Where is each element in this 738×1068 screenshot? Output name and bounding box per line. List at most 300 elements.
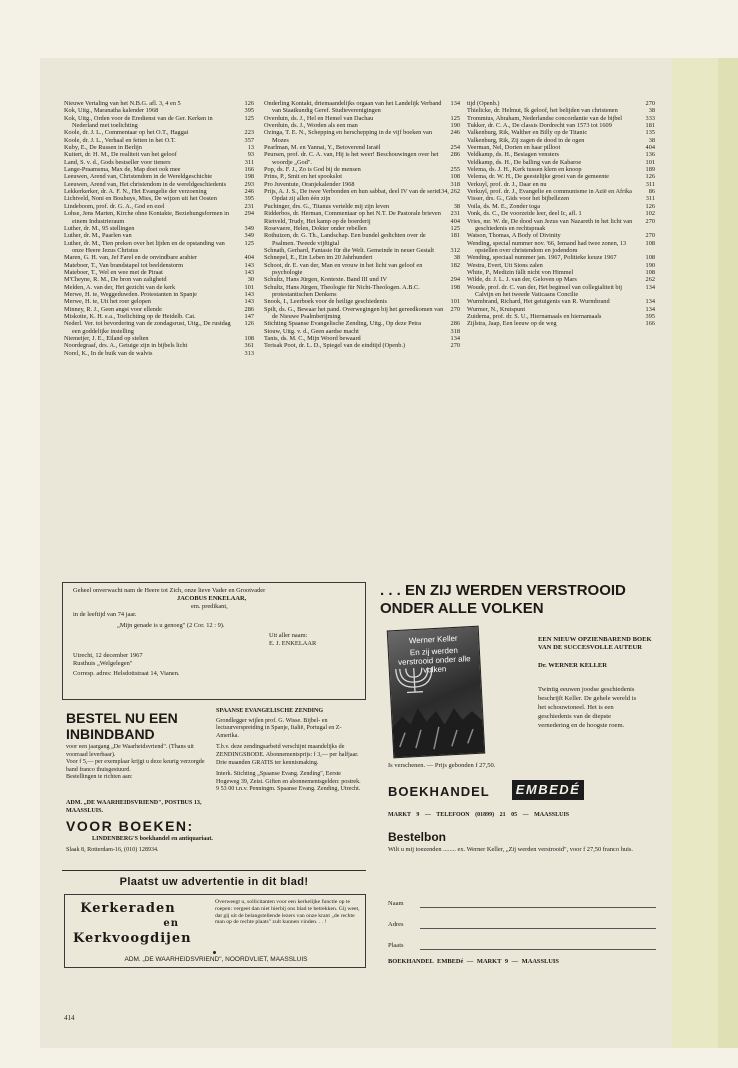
inbindband-body-2: Voor f 5,— per exemplaar krijgt u deze keurig verzorgde band franco thuisgestuurd. [66, 759, 205, 773]
obituary-quote: „Mijn genade is u genoeg" (2 Cor. 12 : 9). [117, 622, 225, 629]
index-entry-page: 13 [247, 144, 254, 152]
index-entry-page: 404 [244, 254, 254, 262]
index-entry [467, 195, 655, 202]
index-entry [264, 173, 460, 180]
index-entry-page: 143 [244, 298, 254, 306]
index-entry-title: Nederl. Ver. tot bevordering van de zondagsrust, Uitg., De rustdag een goddelijke instelling [64, 320, 231, 335]
index-entry-page: 108 [244, 335, 254, 342]
index-entry-title: Vries, mr. W. de, De dood van Jezus van Nazareth in het licht van geschiedenis en rechtspraak [467, 217, 633, 232]
index-entry-title: Merwe, H. te, Uit het roer gelopen [64, 298, 151, 306]
index-entry [467, 210, 655, 217]
index-entry-page: 166 [244, 166, 254, 174]
index-entry [64, 151, 254, 158]
index-entry-page: 312 [450, 246, 460, 254]
index-entry [264, 166, 460, 173]
index-entry [467, 107, 655, 114]
index-entry [264, 218, 460, 225]
index-entry-title: Mateboer, T., Wel en wee met de Piraat [64, 268, 163, 276]
index-entry [264, 129, 460, 144]
menorah-icon [393, 661, 435, 697]
index-entry-page: 255 [450, 166, 460, 174]
kerkvoogdijen-word: Kerkvoogdijen [73, 931, 192, 946]
index-entry [264, 188, 460, 203]
index-entry-title: Valkenburg, Rik, Zij zagen de dood in de ogen [467, 136, 585, 144]
index-entry-page: 311 [244, 158, 254, 166]
index-entry-title: Wurmbrand, Richard, Het getuigenis van R. Wurmbrand [467, 298, 610, 306]
index-entry [467, 313, 655, 320]
index-entry-page: 349 [244, 232, 254, 240]
index-entry [467, 276, 655, 283]
keller-author: Dr. WERNER KELLER [538, 662, 608, 669]
index-entry [467, 151, 655, 158]
index-entry-title: Rothuizen, dr. G. Th., Landschap. Een bundel gedichten over de Psalmen. Tweede vijftigtal [264, 232, 426, 247]
index-entry [64, 137, 254, 144]
index-entry-title: Rosevaere, Helen, Dokter onder rebellen [264, 224, 367, 232]
index-entry [64, 291, 254, 298]
index-entry-page: 294 [450, 276, 460, 284]
voor-boeken-headline: VOOR BOEKEN: [66, 818, 194, 834]
index-entry-page: 125 [244, 239, 254, 247]
index-entry-page: 125 [244, 114, 254, 122]
index-entry-page: 223 [244, 129, 254, 137]
inbindband-body: voor een jaargang „De Waarheidsvriend". (Thans uit voorraad leverbaar). [66, 744, 194, 758]
index-entry-title: tijd (Openb.) [467, 100, 500, 107]
index-entry-title: Schultz, Hans Jürgen, Theologie für Nicht-Theologen. A.B.C. protestantischen Denkens [264, 283, 420, 298]
plaats-field-label: Plaats [388, 942, 404, 949]
index-entry-title: Lange-Praamsma, Max de, Map doet ook mee [64, 166, 181, 174]
index-entry-page: 318 [450, 180, 460, 188]
index-entry [467, 306, 655, 313]
index-entry-title: Koole, dr. J. L., Verhaal en feiten in het O.T. [64, 136, 176, 144]
voor-boeken-shop: LINDENBERG'S boekhandel en antiquariaat. [92, 836, 213, 842]
shop-logo: EMBEDÉ [512, 780, 584, 800]
index-entry [64, 232, 254, 239]
index-entry [64, 335, 254, 342]
shop-label: BOEKHANDEL [388, 784, 490, 799]
index-entry-page: 294 [244, 210, 254, 218]
index-entry-page: 262 [645, 276, 655, 284]
index-entry [64, 254, 254, 261]
index-entry-page: 357 [244, 136, 254, 144]
index-entry-title: Lindeboom, prof. dr. G. A., God en ezel [64, 202, 165, 210]
index-entry-page: 38 [453, 202, 460, 210]
index-entry-title: Zijlstra, Jaap, Een leeuw op de weg [467, 320, 557, 328]
index-entry-page: 189 [645, 166, 655, 174]
index-entry-title: Tanis, ds. M. C., Mijn Woord bewaard [264, 335, 361, 342]
keller-price: Is verschenen. — Prijs gebonden f 27,50. [388, 762, 496, 769]
index-entry-page: 108 [645, 239, 655, 247]
index-entry-page: 38 [453, 254, 460, 262]
index-entry [467, 122, 655, 129]
obituary-notice [62, 582, 366, 700]
index-entry-title: Wending, special nummer nov. '66, Iemand had twee zonen, 13 opstellen over christendom en jodendom [467, 239, 627, 254]
index-entry-page: 198 [450, 283, 460, 291]
index-entry-page: 404 [645, 144, 655, 152]
index-entry [64, 129, 254, 136]
index-entry-title: Overduin, ds. J., Hel en Hemel van Dachau [264, 114, 374, 122]
index-entry-page: 181 [450, 232, 460, 240]
index-entry [64, 262, 254, 269]
index-entry-title: Wurmer, N., Kruispunt [467, 305, 526, 313]
obituary-age: in de leeftijd van 74 jaar. [73, 611, 137, 618]
index-entry-title: Ozinga, T. E. N., Schepping en herschepping in de vijf boeken van Mozes [264, 129, 432, 144]
adres-field-line[interactable] [420, 928, 656, 929]
index-entry-title: Kok, Uitg., Orden voor de Eredienst van de Ger. Kerken in Nederland met toelichting [64, 114, 213, 130]
index-entry-page: 135 [645, 129, 655, 137]
index-entry-page: 395 [244, 107, 254, 115]
index-entry-page: 93 [247, 151, 254, 159]
index-entry-page: 108 [645, 254, 655, 262]
index-entry-title: Luther, dr. M., 95 stellingen [64, 224, 135, 232]
index-entry-title: Luther, dr. M., Tien preken over het lijden en de opstanding van onze Heere Jezus Christus [64, 239, 225, 254]
index-entry [467, 181, 655, 188]
index-entry-page: 108 [645, 268, 655, 276]
index-entry-title: Veldkamp, ds. H., Besiagen vensters [467, 151, 559, 159]
index-entry-title: Westra, Evert, Uit Sions zalen [467, 261, 543, 269]
index-entry [467, 298, 655, 305]
index-entry-title: M'Cheyne, R. M., De bron van zaligheid [64, 276, 167, 284]
index-entry-title: Mateboer, T., Van brandstapel tot beeldenstorm [64, 261, 184, 269]
plaats-field-line[interactable] [420, 949, 656, 950]
index-entry-page: 101 [244, 283, 254, 291]
index-entry-title: Verkuyl, prof. dr. J., Daar en nu [467, 180, 547, 188]
index-entry-title: White, P., Medizin fällt nicht von Himmel [467, 268, 574, 276]
index-entry [467, 284, 655, 299]
index-entry-page: 125 [450, 224, 460, 232]
index-entry-title: Stichting Spaanse Evangelische Zending, Uitg., Op deze Petra [264, 320, 422, 328]
index-entry [64, 173, 254, 180]
index-entry [64, 115, 254, 130]
index-entry-page: 182 [450, 261, 460, 269]
index-entry-title: Prijs, A. J. S., De twee Verbonden en hun sabbat, deel IV van de serie: Opdat zij allen één zijn [264, 188, 441, 203]
book-cover-author: Werner Keller [408, 633, 458, 646]
index-entry [467, 262, 655, 269]
index-entry [64, 240, 254, 255]
spaanse-zending-ad [216, 708, 364, 868]
index-entry-page: 134 [645, 283, 655, 291]
index-entry [467, 173, 655, 180]
page-edge-shadow [718, 58, 738, 1048]
index-entry-title: Wending, speciaal nummer jan. 1967, Politieke keuze 1967 [467, 254, 617, 262]
bestelbon-footer: BOEKHANDEL EMBEDé — MARKT 9 — MAASSLUIS [388, 958, 559, 965]
index-entry-page: 246 [450, 129, 460, 137]
keller-intro: EEN NIEUW OPZIENBAREND BOEK VAN DE SUCCESVOLLE AUTEUR [538, 636, 652, 652]
index-entry [64, 100, 254, 107]
crowd-illustration [391, 693, 484, 758]
index-entry [264, 115, 460, 122]
index-entry [64, 166, 254, 173]
naam-field-label: Naam [388, 900, 404, 907]
spaanse-text-1: Grondlegger wijlen prof. G. Wisse. Bijbel- en lectuurverspreiding in Spanje, Italië, Portugal en Z-Amerika. [216, 717, 342, 739]
index-entry [264, 210, 460, 217]
index-entry-page: 231 [244, 202, 254, 210]
book-cover-title: En zij werden verstrooid onder alle volken [397, 645, 471, 675]
index-entry [467, 137, 655, 144]
spaanse-text-3: Interk. Stichting „Spaanse Evang. Zending", Eerste Hogeweg 39, Zeist. Giften en abonnementsgelden: postrek. 9 53 00 t.n.v. Penningm. Spaanse Evang. Zending, Utrecht. [216, 771, 361, 793]
index-entry-title: Luther, dr. M., Paarlen van [64, 232, 132, 240]
index-entry [264, 254, 460, 261]
index-entry [467, 232, 655, 239]
index-entry [264, 262, 460, 277]
index-entry-page: 134 [450, 100, 460, 107]
index-entry-page: 190 [645, 261, 655, 269]
index-entry-page: 181 [645, 122, 655, 130]
index-entry [64, 203, 254, 210]
index-entry [264, 203, 460, 210]
index-entry-page: 198 [244, 173, 254, 181]
index-entry-title: Melden, A. van der, Het gezicht van de kerk [64, 283, 176, 291]
index-entry-title: Pearlman, M. en Yannai, Y., Betoverend Israël [264, 144, 381, 152]
index-entry-title: Schultz, Hans Jürgen, Kontexte. Band III und IV [264, 276, 387, 284]
index-entry [264, 122, 460, 129]
index-entry [64, 350, 254, 357]
index-entry-page: 101 [645, 158, 655, 166]
index-entry-page: 318 [450, 327, 460, 335]
index-entry-title: Koole, dr. J. L., Commentaar op het O.T., Haggai [64, 129, 189, 137]
index-entry [467, 129, 655, 136]
bestelbon-title: Bestelbon [388, 830, 447, 844]
index-entry [264, 284, 460, 299]
plaatst-advertentie-banner: Plaatst uw advertentie in dit blad! [119, 876, 309, 888]
index-entry [467, 203, 655, 210]
index-entry-title: Wilde, dr. J. L. J. van der, Geloven op Mars [467, 276, 577, 284]
index-entry-title: Tukker, dr. C. A., De classis Dordrecht van 1573 tot 1609 [467, 122, 612, 130]
index-entry-page: 361 [244, 342, 254, 350]
index-entry [264, 320, 460, 327]
index-entry-page: 134 [645, 305, 655, 313]
index-entry-title: Velema, ds. J. H., Kerk tussen klem en knoop [467, 166, 582, 174]
shop-info: MARKT 9 — TELEFOON (01899) 21 05 — MAASSLUIS [388, 812, 570, 818]
index-entry-title: Zuidema, prof. dr. S. U., Hiernamaals en hiernamaals [467, 312, 602, 320]
index-entry-page: 143 [244, 290, 254, 298]
index-entry-title: Merwe, H. te, Weggeduwden. Protestanten in Spanje [64, 290, 197, 298]
book-cover-image [387, 626, 486, 759]
index-entry [64, 181, 254, 188]
index-entry-page: 286 [450, 151, 460, 159]
index-entry [467, 254, 655, 261]
index-entry [467, 144, 655, 151]
index-entry [64, 195, 254, 202]
index-entry-page: 126 [645, 173, 655, 181]
index-entry-title: Puchinger, drs. G., Titanus vertelde mij zijn leven [264, 202, 390, 210]
index-entry-page: 134 [645, 298, 655, 306]
inbindband-headline: BESTEL NU EEN INBINDBAND [66, 710, 178, 742]
spaanse-heading: SPAANSE EVANGELISCHE ZENDING [216, 708, 324, 714]
index-entry-page: 254 [450, 144, 460, 152]
index-entry [264, 342, 460, 349]
index-entry-page: 333 [645, 114, 655, 122]
index-entry [264, 335, 460, 342]
index-entry-title: Miskotte, K. H. e.a., Toelichting op de Heidelb. Cat. [64, 312, 196, 320]
index-entry-page: 404 [450, 217, 460, 225]
index-entry-page: 293 [244, 180, 254, 188]
index-entry-page: 270 [450, 342, 460, 350]
index-entry-page: 349 [244, 224, 254, 232]
index-entry [467, 100, 655, 107]
index-entry-page: 126 [244, 100, 254, 107]
index-entry-page: 143 [244, 261, 254, 269]
index-entry [64, 298, 254, 305]
index-entry-page: 286 [244, 305, 254, 313]
index-entry-title: Schnepel, E., Ein Leben im 20 Jahrhundert [264, 254, 373, 262]
index-entry [467, 188, 655, 195]
index-entry [264, 306, 460, 321]
index-entry-page: 395 [244, 195, 254, 203]
index-entry-title: Veldkamp, ds. H., De balling van de Kabaroe [467, 158, 582, 166]
bullet-dot [213, 951, 216, 954]
index-entry [64, 313, 254, 320]
index-entry-page: 231 [450, 210, 460, 218]
index-entry-title: Snook, I., Leerboek voor de heilige geschiedenis [264, 298, 387, 306]
keller-description: Twintig eeuwen joodse geschiedenis beschrijft Keller. De gehele wereld is het schouwtoneel. Het is een geschiedenis van de diepste vernedering en de hoogste roem. [538, 686, 637, 729]
kerkeraden-body: Overweegt u, sollicitanten voor een kerkelijke functie op te roepen: vergeet dan niet hierbij ons blad te betrekken. Gij weet, dat gij uit de belangstellende lezers van onze krant „de rechte man op de rechte plaats" zult kunnen vinden. . . ! [215, 899, 360, 926]
index-entry [264, 328, 460, 335]
index-entry-page: 136 [645, 151, 655, 159]
index-entry [64, 306, 254, 313]
kerkeraden-footer: ADM. „DE WAARHEIDSVRIEND", NOORDVLIET, MAASSLUIS [124, 956, 308, 963]
index-entry-title: Watson, Thomas, A Body of Divinity [467, 232, 561, 240]
index-entry-title: Overduin, ds. J., Worden als een man [264, 122, 358, 130]
index-entry-page: 102 [645, 210, 655, 218]
index-entry-page: 38 [648, 136, 655, 144]
index-entry [64, 269, 254, 276]
index-entry-title: Minney, R. J., Geen angst voor ellende [64, 305, 162, 313]
index-entry [467, 159, 655, 166]
index-entry [264, 225, 460, 232]
index-entry [64, 276, 254, 283]
index-entry [264, 100, 460, 115]
index-entry-title: Pro Juventute, Oranjekalender 1968 [264, 180, 355, 188]
index-entry-title: Valkenburg, Rik, Walther en Billy op de Titanic [467, 129, 588, 137]
index-entry-title: Land, S. v. d., Gods bestseller voor tieners [64, 158, 171, 166]
index-entry-title: Kok, Uitg., Maranatha kalender 1968 [64, 107, 159, 115]
index-entry-title: Rietveld, Trudy, Het kamp op de boerderij [264, 217, 371, 225]
index-entry-title: Velema, dr. W. H., De geestelijke groei van de gemeente [467, 173, 609, 181]
obituary-on-behalf: Uit aller naam: [269, 632, 308, 639]
index-entry-title: Voila, ds. M. E., Zonder toga [467, 202, 540, 210]
index-entry [64, 342, 254, 349]
index-entry [64, 320, 254, 335]
voor-boeken-address: Slaak 8, Rotterdam-16, (010) 128934. [66, 846, 159, 853]
index-entry [467, 166, 655, 173]
naam-field-line[interactable] [420, 907, 656, 908]
index-entry-page: 166 [645, 320, 655, 328]
index-entry-title: Leeuwen, Arend van, Het christendom in de wereldgeschiedenis [64, 180, 227, 188]
index-entry-page: 286 [450, 320, 460, 328]
keller-headline: . . . EN ZIJ WERDEN VERSTROOID ONDER ALLE VOLKEN [380, 582, 626, 617]
index-entry-page: 101 [450, 298, 460, 306]
index-entry-title: Veerman, Nel, Dorien en haar pilloot [467, 144, 561, 152]
index-entry-page: 143 [244, 268, 254, 276]
index-entry-title: Vonk, ds. C., De voorzeide leer, deel Ic, afl. 1 [467, 210, 582, 218]
index-entry-page: 134, 262 [437, 188, 460, 196]
kerkeraden-ad [64, 894, 366, 968]
index-entry-page: 126 [244, 320, 254, 328]
index-entry-title: Leeuwen, Arend van, Christendom in de Wereldgeschichte [64, 173, 213, 181]
index-entry-title: Schnath, Gerhard, Fantasie für die Welt. Gemeinde in neuer Gestalt [264, 246, 435, 254]
index-entry [264, 298, 460, 305]
index-entry-title: Ridderbos, dr. Herman, Commentaar op het N.T. De Pastorale brieven [264, 210, 441, 218]
index-entry-page: 30 [247, 276, 254, 284]
obituary-intro: Geheel onverwacht nam de Heere tot Zich, onze lieve Vader en Grootvader [73, 587, 266, 594]
index-entry-title: Lekkerkerker, dr. A. F. N., Het Evangelie der verzoening [64, 188, 207, 196]
index-entry-title: Prins, P., Smit en het spookslot [264, 173, 343, 181]
index-entry [64, 210, 254, 225]
voor-boeken-ad [66, 818, 216, 862]
book-index-column-1 [64, 100, 254, 357]
index-entry-page: 134 [450, 335, 460, 342]
bestelbon-body: Wilt u mij toezenden ........ ex. Werner Keller, „Zij werden verstrooid", voor f 27,50 franco huis. [388, 846, 633, 853]
index-entry [64, 159, 254, 166]
obituary-name: JACOBUS ENKELAAR, [177, 595, 247, 602]
index-entry-page: 38 [648, 107, 655, 115]
index-entry [467, 320, 655, 327]
inbindband-address: ADM. „DE WAARHEIDSVRIEND", POSTBUS 13, MAASSLUIS. [66, 800, 202, 814]
index-entry-page: 108 [450, 173, 460, 181]
index-entry-page: 246 [244, 188, 254, 196]
index-entry [64, 284, 254, 291]
index-entry [64, 225, 254, 232]
index-entry [264, 276, 460, 283]
index-entry-title: Thielicke, dr. Helmut, Ik geloof, het belijden van christenen [467, 107, 618, 115]
index-entry [64, 107, 254, 114]
index-entry-title: Visser, drs. G., Gids voor het bijbellezen [467, 195, 570, 203]
obituary-home: Rusthuis „Welgelegen" [73, 660, 133, 667]
index-entry-title: Maren, G. H. van, Jef Farel en de onvindbare arabier [64, 254, 198, 262]
index-entry-page: 313 [244, 349, 254, 357]
book-index-column-2 [264, 100, 460, 350]
inbindband-body-3: Bestellingen te richten aan: [66, 774, 133, 781]
index-entry-page: 270 [645, 217, 655, 225]
index-entry-page: 190 [450, 122, 460, 130]
index-entry-page: 270 [645, 100, 655, 107]
index-entry-page: 311 [645, 195, 655, 203]
index-entry-title: Nieuwe Vertaling van het N.B.G. afl. 3, 4 en 5 [64, 100, 181, 107]
divider [62, 870, 366, 871]
index-entry-title: Schoot, dr. E. van der, Man en vrouw in het licht van geloof en psychologie [264, 261, 423, 276]
index-entry-page: 126 [645, 202, 655, 210]
obituary-signed: E. J. ENKELAAR [269, 640, 317, 647]
index-entry-page: 270 [645, 232, 655, 240]
keller-ad [380, 582, 670, 974]
index-entry-page: 147 [244, 312, 254, 320]
index-entry [264, 247, 460, 254]
index-entry-title: Stouw, Uitg. v. d., Geen aardse macht [264, 327, 359, 335]
inbindband-ad [66, 710, 212, 792]
index-entry-title: Spilt, ds. G., Bewaar het pand. Overwegingen bij het gereedkomen van de Nieuwe Psalmberijming [264, 305, 444, 320]
index-entry-page: 395 [645, 312, 655, 320]
index-entry-title: Woude, prof. dr. C. van der, Het beginsel van collegialiteit bij Calvijn en het tweede Vaticaans Concilie [467, 283, 623, 298]
obituary-title: em. predikant, [191, 603, 228, 610]
index-entry-title: Kuby, E., De Russen in Berlijn [64, 144, 142, 152]
index-entry [467, 115, 655, 122]
index-entry-page: 86 [648, 188, 655, 196]
index-entry [467, 269, 655, 276]
index-entry-title: Peursen, prof. dr. C. A. van, Hij is het weer! Beschouwingen over het woordje „God". [264, 151, 439, 166]
adres-field-label: Adres [388, 921, 404, 928]
index-entry [467, 218, 655, 233]
index-entry-title: Noordegraaf, drs. A., Getuige zijn in bijbels licht [64, 342, 188, 350]
index-entry [264, 151, 460, 166]
index-entry-title: Verkuyl, prof. dr. J., Evangelie en communisme in Azië en Afrika [467, 188, 632, 196]
index-entry-title: Norel, K., In de buik van de walvis [64, 349, 153, 357]
kerkeraden-en: en [163, 918, 179, 929]
kerkeraden-word: Kerkeraden [80, 901, 176, 916]
index-entry-title: Terisak Poot, dr. L. D., Spiegel van de eindtijd (Openb.) [264, 342, 406, 350]
index-entry-title: Pop, ds. F. J., Zo is God bij de mensen [264, 166, 361, 174]
obituary-place-date: Utrecht, 12 december 1967 [73, 652, 143, 659]
obituary-address: Corresp. adres: Helsdottstraat 14, Vianen. [73, 670, 180, 677]
